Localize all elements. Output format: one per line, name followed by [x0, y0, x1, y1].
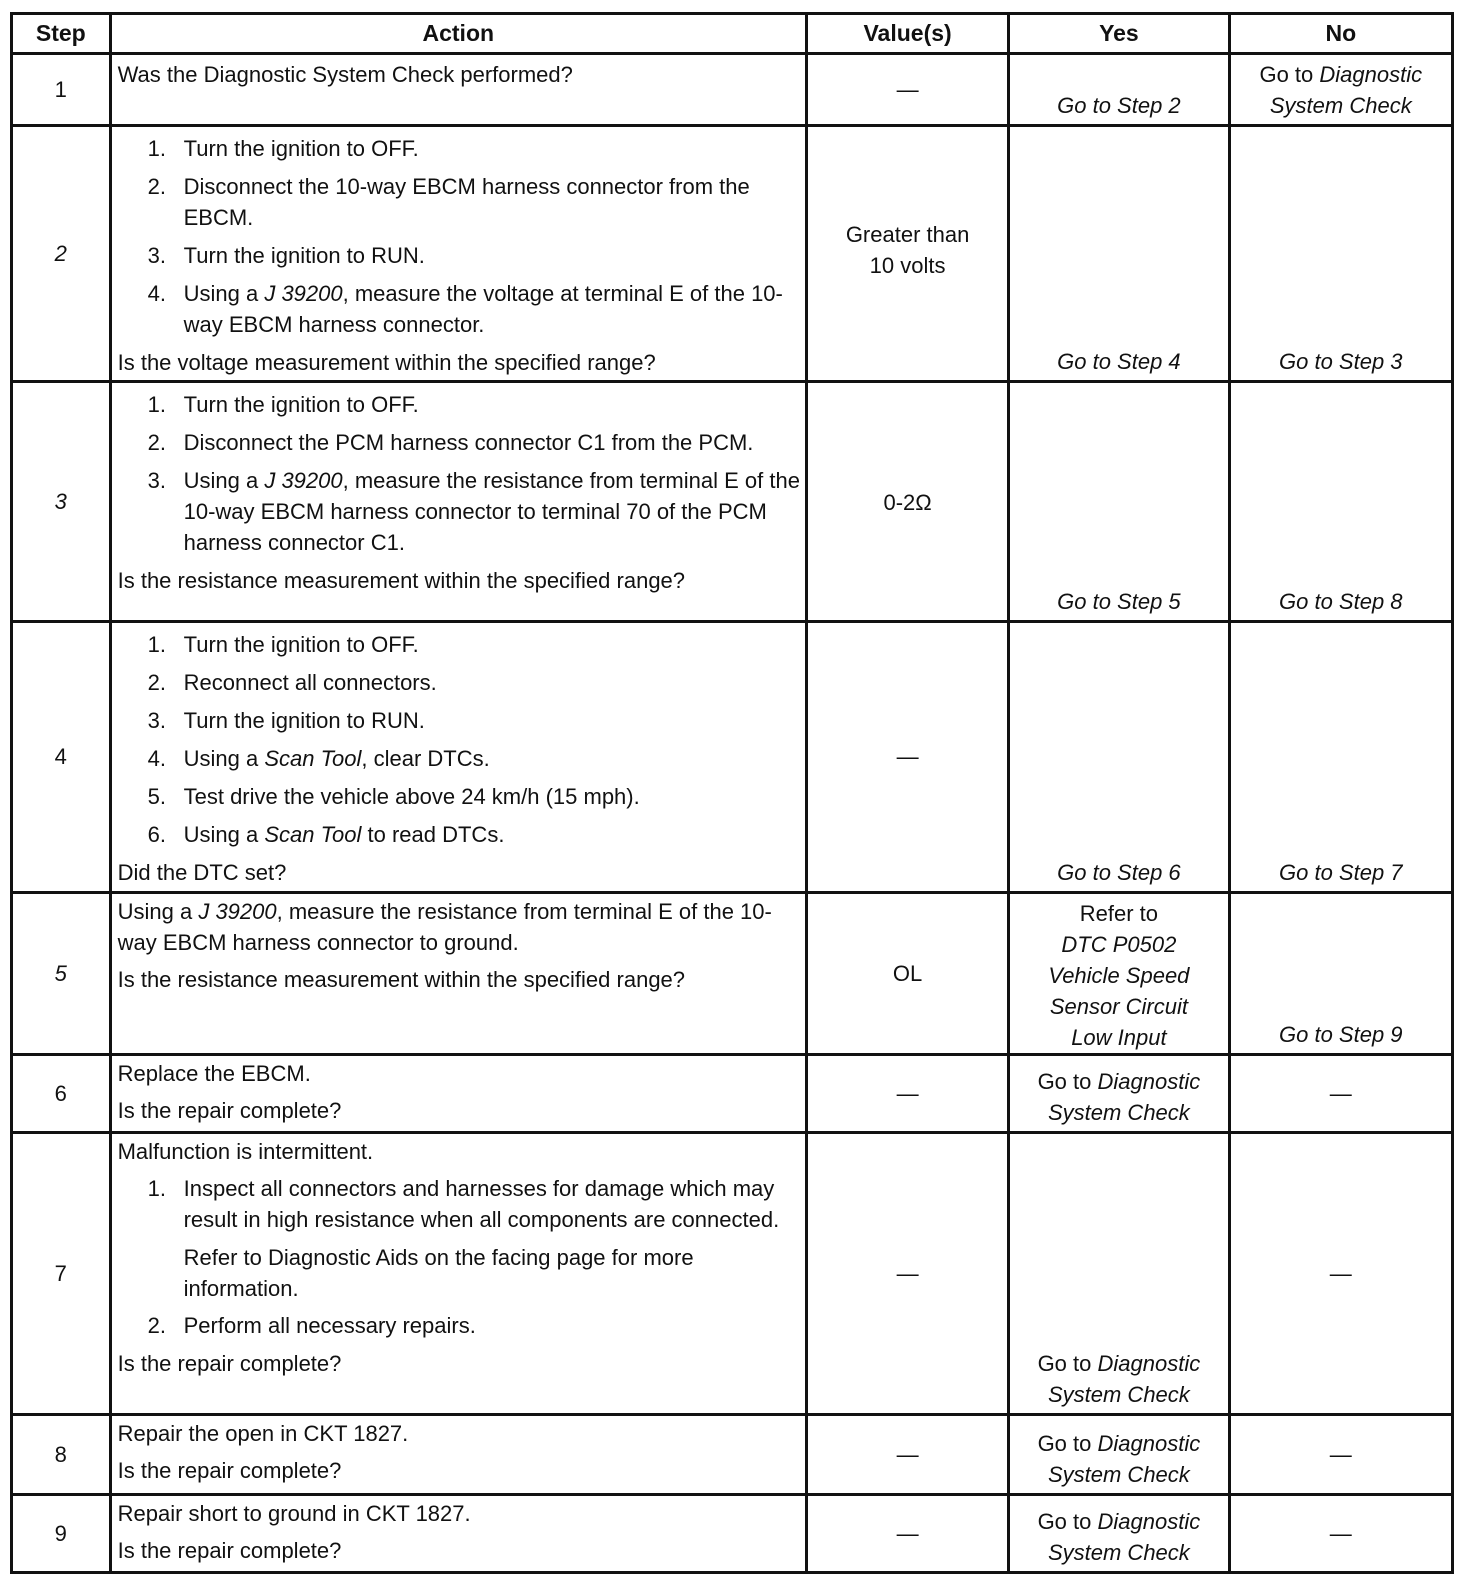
yes-cell: Go to Diagnostic System Check — [1009, 1414, 1229, 1494]
action-text: Repair short to ground in CKT 1827. — [117, 1500, 471, 1526]
action-item: 1. Inspect all connectors and harnesses for damage which may result in high resistance when all components are connected. — [147, 1175, 780, 1232]
no-text: — — [1329, 1520, 1352, 1546]
no-cell — [1229, 1414, 1452, 1494]
action-cell — [110, 1054, 806, 1132]
step-number: 4 — [12, 622, 111, 892]
action-question: Is the repair complete? — [117, 1457, 342, 1483]
value-text: 0-2Ω — [883, 490, 932, 516]
step-number: 5 — [12, 892, 111, 1054]
action-question: Is the resistance measurement within the specified range? — [117, 568, 686, 594]
yes-text: Go to Step 6 — [1057, 859, 1181, 885]
action-item: 2. Perform all necessary repairs. — [147, 1312, 476, 1338]
yes-cell — [1009, 382, 1229, 622]
action-question: Did the DTC set? — [117, 860, 287, 886]
header-row — [12, 14, 1453, 54]
step-number: 8 — [12, 1414, 111, 1494]
no-text: Go to Step 8 — [1279, 589, 1403, 615]
diagnostic-table — [10, 12, 1454, 1574]
value-cell — [806, 1054, 1008, 1132]
no-text: — — [1329, 1080, 1352, 1106]
action-text: Malfunction is intermittent. — [117, 1138, 374, 1164]
yes-cell: Refer to DTC P0502 Vehicle Speed Sensor Circuit Low Input — [1009, 892, 1229, 1054]
header-action: Action — [110, 14, 806, 54]
no-cell — [1229, 892, 1452, 1054]
no-cell — [1229, 622, 1452, 892]
step-number: 6 — [12, 1054, 111, 1132]
yes-cell: Go to Diagnostic System Check — [1009, 1054, 1229, 1132]
value-text: — — [896, 1520, 919, 1546]
no-cell — [1229, 54, 1452, 126]
yes-cell: Go to Diagnostic System Check — [1009, 1494, 1229, 1572]
action-cell — [110, 54, 806, 126]
action-item: 1. Turn the ignition to OFF. — [147, 136, 419, 162]
yes-cell — [1009, 622, 1229, 892]
table-row — [12, 622, 1453, 892]
value-text: — — [896, 1260, 919, 1286]
no-text: Go to Diagnostic — [1259, 61, 1423, 87]
table-row — [12, 892, 1453, 1054]
step-number: 9 — [12, 1494, 111, 1572]
step-number: 3 — [12, 382, 111, 622]
no-cell — [1229, 1054, 1452, 1132]
action-item: 2. Disconnect the 10-way EBCM harness connector from the EBCM. — [147, 174, 750, 231]
value-cell — [806, 1494, 1008, 1572]
action-item: 2. Disconnect the PCM harness connector C1 from the PCM. — [147, 430, 754, 456]
action-item: 1. Turn the ignition to OFF. — [147, 392, 419, 418]
action-item: 4. Using a J 39200, measure the voltage at terminal E of the 10-way EBCM harness connector. — [147, 281, 783, 338]
action-question: Is the repair complete? — [117, 1097, 342, 1123]
action-text: Repair the open in CKT 1827. — [117, 1420, 409, 1446]
action-item: 5. Test drive the vehicle above 24 km/h (15 mph). — [147, 784, 640, 810]
yes-cell — [1009, 126, 1229, 382]
action-question: Is the repair complete? — [117, 1350, 342, 1376]
value-cell — [806, 892, 1008, 1054]
action-cell — [110, 382, 806, 622]
action-question: Is the repair complete? — [117, 1537, 342, 1563]
value-text: OL — [892, 960, 923, 986]
no-cell — [1229, 1494, 1452, 1572]
action-item: 3. Turn the ignition to RUN. — [147, 708, 425, 734]
action-question: Was the Diagnostic System Check performed? — [117, 62, 573, 88]
value-cell — [806, 54, 1008, 126]
yes-text: Go to Step 4 — [1057, 349, 1181, 375]
table-row — [12, 54, 1453, 126]
no-text: — — [1329, 1441, 1352, 1467]
action-cell — [110, 1494, 806, 1572]
value-cell: Greater than 10 volts — [806, 126, 1008, 382]
value-cell — [806, 1414, 1008, 1494]
no-cell — [1229, 1132, 1452, 1414]
no-text: Go to Step 9 — [1279, 1021, 1403, 1047]
action-cell — [110, 622, 806, 892]
value-text: — — [896, 1441, 919, 1467]
header-no: No — [1229, 14, 1452, 54]
value-cell — [806, 382, 1008, 622]
step-number: 7 — [12, 1132, 111, 1414]
action-text: Replace the EBCM. — [117, 1060, 311, 1086]
action-note: Refer to Diagnostic Aids on the facing page for more information. — [183, 1244, 694, 1301]
value-text: — — [896, 744, 919, 770]
table-row — [12, 1132, 1453, 1414]
yes-text: Go to Step 2 — [1057, 93, 1181, 119]
header-yes: Yes — [1009, 14, 1229, 54]
yes-text: Go to Step 5 — [1057, 589, 1181, 615]
no-cell — [1229, 382, 1452, 622]
value-cell — [806, 1132, 1008, 1414]
action-item: 2. Reconnect all connectors. — [147, 670, 437, 696]
action-cell — [110, 1414, 806, 1494]
table-row — [12, 1494, 1453, 1572]
step-number: 2 — [12, 126, 111, 382]
action-cell — [110, 892, 806, 1054]
header-step: Step — [12, 14, 111, 54]
table-row — [12, 382, 1453, 622]
no-text: — — [1329, 1260, 1352, 1286]
value-text: — — [896, 1080, 919, 1106]
action-cell — [110, 126, 806, 382]
yes-cell — [1009, 54, 1229, 126]
action-question: Is the voltage measurement within the specified range? — [117, 350, 656, 376]
action-question: Is the resistance measurement within the specified range? — [117, 966, 686, 992]
no-text: System Check — [1269, 92, 1412, 118]
action-cell — [110, 1132, 806, 1414]
no-cell — [1229, 126, 1452, 382]
header-values: Value(s) — [806, 14, 1008, 54]
action-text: Using a J 39200, measure the resistance from terminal E of the 10-way EBCM harness connector to ground. — [117, 898, 772, 955]
action-item: 1. Turn the ignition to OFF. — [147, 632, 419, 658]
value-text: — — [896, 77, 919, 103]
value-cell — [806, 622, 1008, 892]
yes-cell: Go to Diagnostic System Check — [1009, 1132, 1229, 1414]
action-item: 6. Using a Scan Tool to read DTCs. — [147, 822, 505, 848]
no-text: Go to Step 7 — [1279, 859, 1403, 885]
action-item: 3. Turn the ignition to RUN. — [147, 243, 425, 269]
table-row — [12, 1054, 1453, 1132]
table-row — [12, 126, 1453, 382]
step-number: 1 — [12, 54, 111, 126]
action-item: 3. Using a J 39200, measure the resistance from terminal E of the 10-way EBCM harness connector to terminal 70 of the PCM harness connector C1. — [147, 468, 800, 556]
action-item: 4. Using a Scan Tool, clear DTCs. — [147, 746, 490, 772]
no-text: Go to Step 3 — [1279, 349, 1403, 375]
table-row — [12, 1414, 1453, 1494]
